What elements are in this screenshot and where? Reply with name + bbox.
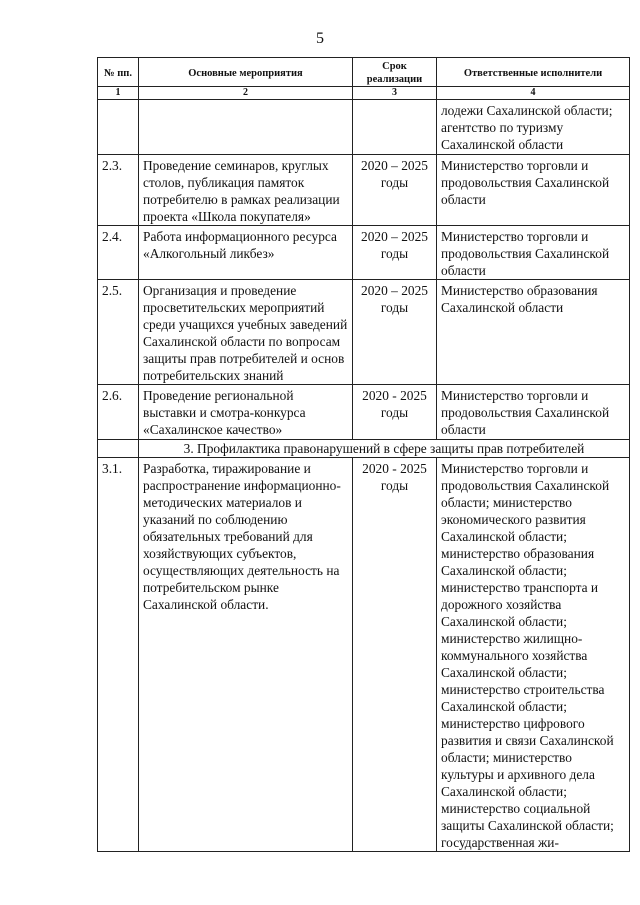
table-row bbox=[98, 100, 630, 155]
row-num: 2.4. bbox=[98, 226, 139, 280]
column-number: 3 bbox=[353, 87, 437, 100]
header-num: № пп. bbox=[98, 58, 139, 87]
row-activity: Проведение семинаров, круглых столов, публикация памяток потребителю в рамках реализации проекта «Школа покупателя» bbox=[139, 155, 353, 226]
table-row bbox=[98, 280, 630, 385]
page-number: 5 bbox=[316, 30, 324, 47]
header-row bbox=[98, 58, 630, 87]
header-term: Срок реализации bbox=[353, 58, 437, 87]
section-row bbox=[98, 440, 630, 458]
row-activity: Работа информационного ресурса «Алкогольный ликбез» bbox=[139, 226, 353, 280]
row-responsible: Министерство торговли и продовольствия Сахалинской области; министерство экономического развития Сахалинской области; министерство образования Сахалинской области; министерство транспорта и дорожного хозяйства Сахалинской области; министерство жилищно-коммунального хозяйства Сахалинской области; министерство строительства Сахалинской области; министерство цифрового развития и связи Сахалинской области; министерство культуры и архивного дела Сахалинской области; министерство социальной защиты Сахалинской области; государственная жи- bbox=[437, 458, 630, 852]
header-activity: Основные мероприятия bbox=[139, 58, 353, 87]
column-number: 1 bbox=[98, 87, 139, 100]
row-term: 2020 - 2025 годы bbox=[353, 385, 437, 440]
header-responsible: Ответственные исполнители bbox=[437, 58, 630, 87]
section-title: 3. Профилактика правонарушений в сфере защиты прав потребителей bbox=[139, 440, 630, 458]
table-row bbox=[98, 226, 630, 280]
row-responsible: Министерство торговли и продовольствия Сахалинской области bbox=[437, 385, 630, 440]
row-num: 2.6. bbox=[98, 385, 139, 440]
row-responsible: Министерство образования Сахалинской области bbox=[437, 280, 630, 385]
row-term bbox=[353, 100, 437, 155]
row-term: 2020 - 2025 годы bbox=[353, 458, 437, 852]
row-responsible: Министерство торговли и продовольствия Сахалинской области bbox=[437, 226, 630, 280]
row-activity bbox=[139, 100, 353, 155]
row-activity: Проведение региональной выставки и смотра-конкурса «Сахалинское качество» bbox=[139, 385, 353, 440]
column-numbers-row bbox=[98, 87, 630, 100]
table-row bbox=[98, 385, 630, 440]
row-activity: Организация и проведение просветительских мероприятий среди учащихся учебных заведений Сахалинской области по вопросам защиты прав потребителей и основ потребительских знаний bbox=[139, 280, 353, 385]
section-num-cell bbox=[98, 440, 139, 458]
row-responsible: лодежи Сахалинской области; агентство по туризму Сахалинской области bbox=[437, 100, 630, 155]
table-row bbox=[98, 458, 630, 852]
row-activity: Разработка, тиражирование и распространение информационно-методических материалов и указаний по соблюдению обязательных требований для хозяйствующих субъектов, осуществляющих деятельность на потребительском рынке Сахалинской области. bbox=[139, 458, 353, 852]
column-number: 4 bbox=[437, 87, 630, 100]
row-term: 2020 – 2025 годы bbox=[353, 226, 437, 280]
table-row bbox=[98, 155, 630, 226]
row-num bbox=[98, 100, 139, 155]
row-responsible: Министерство торговли и продовольствия Сахалинской области bbox=[437, 155, 630, 226]
column-number: 2 bbox=[139, 87, 353, 100]
row-term: 2020 – 2025 годы bbox=[353, 155, 437, 226]
row-num: 2.3. bbox=[98, 155, 139, 226]
row-term: 2020 – 2025 годы bbox=[353, 280, 437, 385]
activities-table bbox=[97, 57, 630, 852]
row-num: 3.1. bbox=[98, 458, 139, 852]
row-num: 2.5. bbox=[98, 280, 139, 385]
